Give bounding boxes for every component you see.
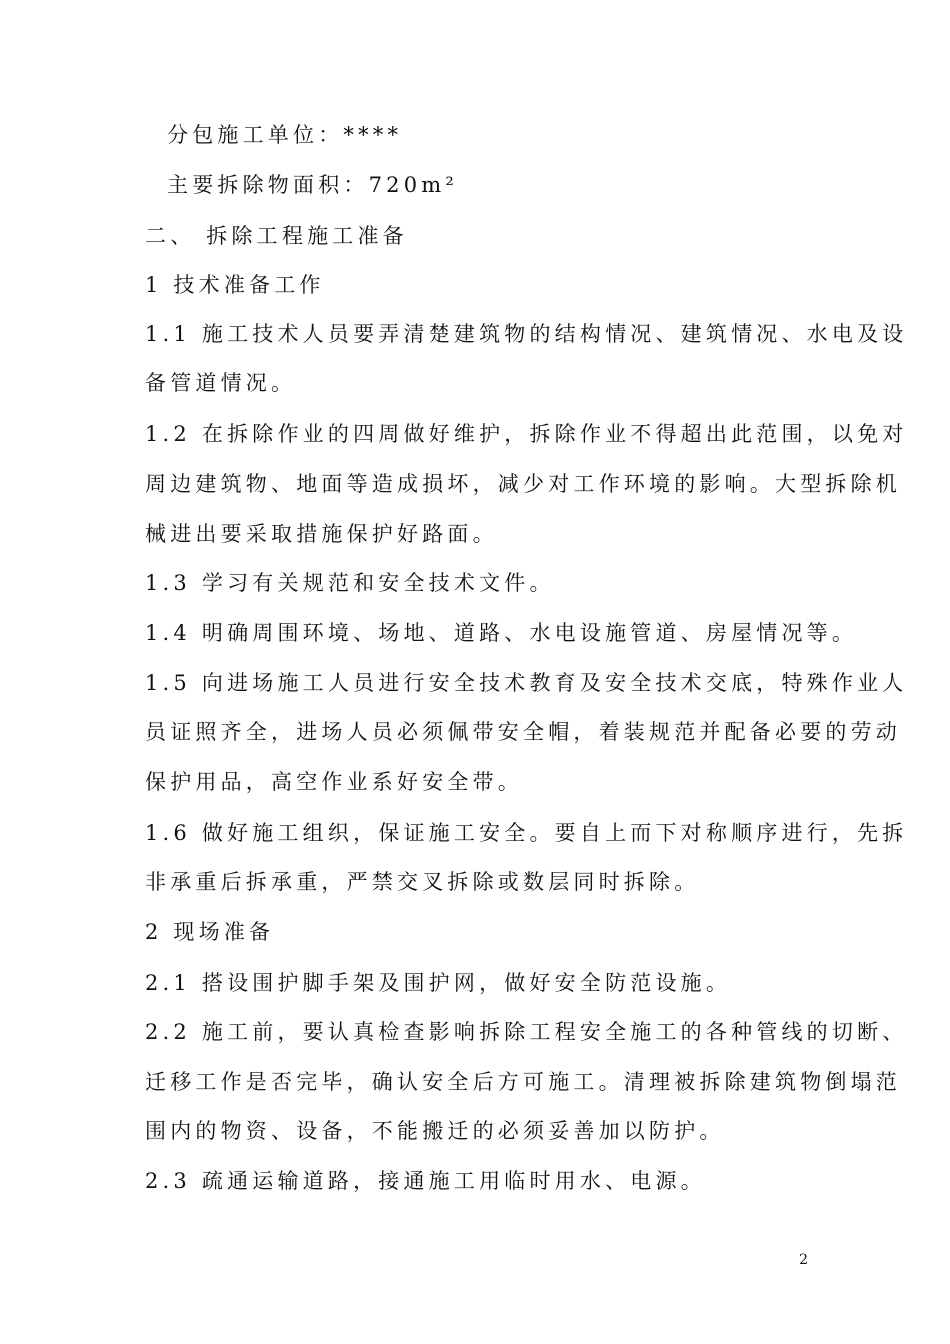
paragraph-line: 1.2 在拆除作业的四周做好维护，拆除作业不得超出此范围，以免对	[145, 422, 908, 446]
paragraph-line: 1.4 明确周围环境、场地、道路、水电设施管道、房屋情况等。	[145, 621, 858, 645]
paragraph-line: 2.3 疏通运输道路，接通施工用临时用水、电源。	[145, 1169, 706, 1193]
paragraph-line: 1.3 学习有关规范和安全技术文件。	[145, 571, 555, 595]
paragraph-line: 员证照齐全，进场人员必须佩带安全帽，着装规范并配备必要的劳动	[145, 720, 901, 744]
paragraph-line: 围内的物资、设备，不能搬迁的必须妥善加以防护。	[145, 1119, 725, 1143]
subsection-heading: 1 技术准备工作	[145, 273, 325, 297]
subcontractor-line: 分包施工单位：****	[167, 123, 403, 147]
paragraph-line: 2.2 施工前，要认真检查影响拆除工程安全施工的各种管线的切断、	[145, 1020, 908, 1044]
paragraph-line: 1.1 施工技术人员要弄清楚建筑物的结构情况、建筑情况、水电及设	[145, 322, 908, 346]
paragraph-line: 非承重后拆承重，严禁交叉拆除或数层同时拆除。	[145, 870, 700, 894]
demolition-area-line: 主要拆除物面积：720m²	[167, 173, 459, 197]
paragraph-line: 备管道情况。	[145, 371, 297, 395]
paragraph-line: 周边建筑物、地面等造成损坏，减少对工作环境的影响。大型拆除机	[145, 472, 901, 496]
paragraph-line: 械进出要采取措施保护好路面。	[145, 522, 498, 546]
paragraph-line: 1.5 向进场施工人员进行安全技术教育及安全技术交底，特殊作业人	[145, 671, 908, 695]
paragraph-line: 1.6 做好施工组织，保证施工安全。要自上而下对称顺序进行，先拆	[145, 821, 908, 845]
paragraph-line: 保护用品，高空作业系好安全带。	[145, 770, 523, 794]
paragraph-line: 迁移工作是否完毕，确认安全后方可施工。清理被拆除建筑物倒塌范	[145, 1070, 901, 1094]
page-number: 2	[799, 1252, 808, 1268]
section-heading: 二、 拆除工程施工准备	[145, 224, 408, 248]
subsection-heading: 2 现场准备	[145, 920, 275, 944]
paragraph-line: 2.1 搭设围护脚手架及围护网，做好安全防范设施。	[145, 971, 732, 995]
